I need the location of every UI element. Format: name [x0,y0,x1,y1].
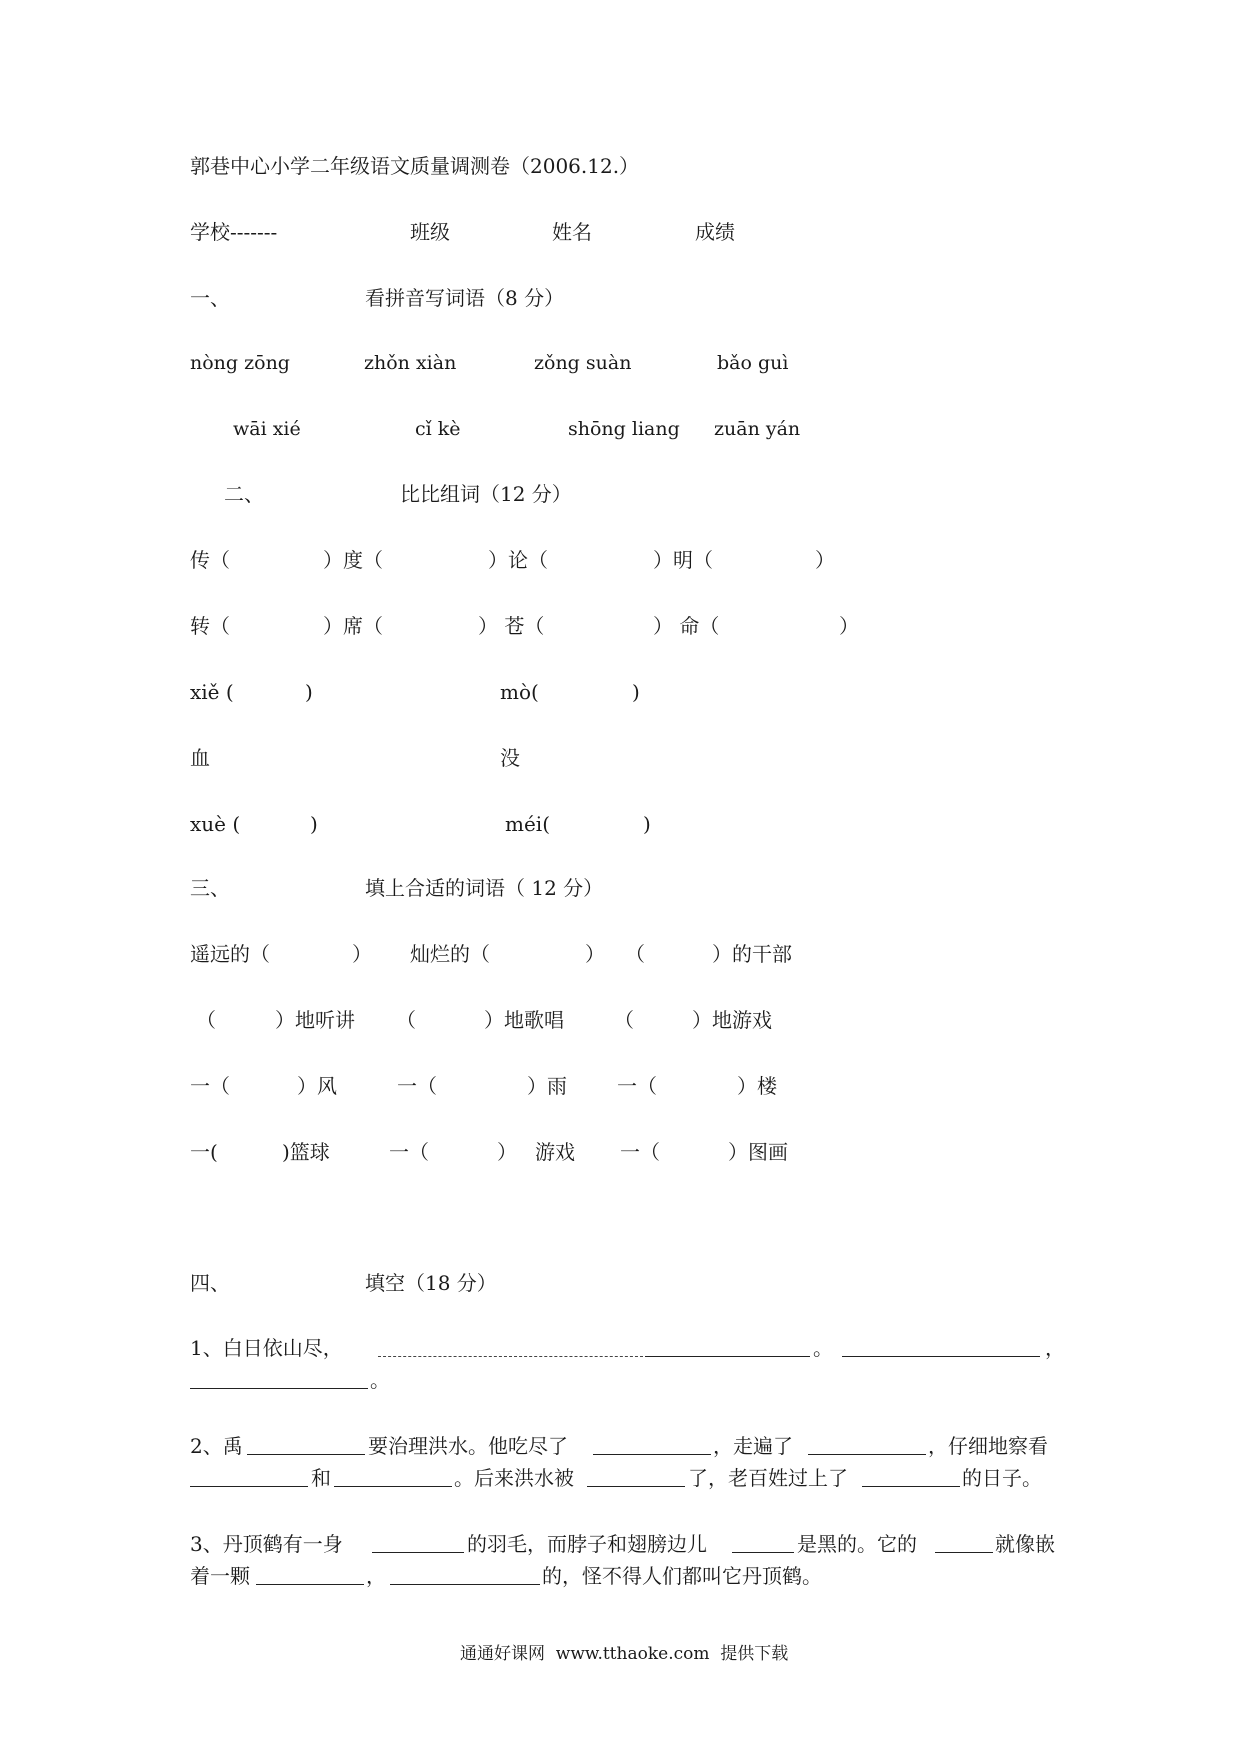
fill-item: 一（ [397,1074,437,1098]
q3-text: 就像嵌 [995,1532,1055,1556]
char-xue: 血 [190,746,210,770]
q2-text: ，仔细地察看 [928,1434,1048,1458]
fill-item: ）地听讲 [275,1008,355,1032]
section2-title: 比比组词（12 分） [400,482,572,506]
fill-item: 一( [190,1140,218,1164]
q2-text: 要治理洪水。他吃尽了 [368,1434,568,1458]
q2-text: 的日子。 [962,1466,1042,1490]
fill-item: ）的干部 [712,942,792,966]
fill-item: ）风 [297,1074,337,1098]
q1-punct: 。 [370,1368,390,1392]
section3-title: 填上合适的词语（ 12 分） [365,876,604,900]
fill-item: ）地歌唱 [484,1008,564,1032]
word-group-item: ） [839,614,859,638]
paren-close: ) [632,680,640,704]
q2-text: 和 [311,1466,331,1490]
fill-item: 一（ [190,1074,230,1098]
q3-text: 的，怪不得人们都叫它丹顶鹤。 [542,1564,822,1588]
answer-blank [842,1338,1040,1357]
fill-item: （ [196,1008,216,1032]
answer-blank [593,1436,711,1455]
fill-item: 一（ [617,1074,657,1098]
section1-number: 一、 [190,286,230,310]
pinyin-mei: méi( [505,812,550,836]
q2-text: 了，老百姓过上了 [688,1466,848,1490]
answer-blank [190,1468,308,1487]
answer-blank [372,1534,464,1553]
fill-item: ） [352,942,372,966]
q2-text: 2、禹 [190,1434,243,1458]
q1-text: 1、白日依山尽， [190,1336,343,1360]
word-group-item: ）度（ [323,548,383,572]
q1-punct: 。 [813,1336,833,1360]
answer-blank [587,1468,685,1487]
word-group-item: 转（ [190,614,230,638]
word-group-item: 传（ [190,548,230,572]
fill-item: 一（ [620,1140,660,1164]
fill-item: 一（ [389,1140,429,1164]
pinyin-item: zuān yán [714,418,801,440]
section1-title: 看拼音写词语（8 分） [365,286,565,310]
pinyin-item: zhǒn xiàn [364,352,457,374]
word-group-item: ） [815,548,835,572]
pinyin-xue: xuè ( [190,812,241,836]
answer-blank [247,1436,365,1455]
q2-text: 。后来洪水被 [454,1466,574,1490]
fill-item: )篮球 [282,1140,330,1164]
answer-blank [256,1566,364,1585]
fill-item: 灿烂的（ [410,942,490,966]
answer-blank [808,1436,926,1455]
fill-item: （ [614,1008,634,1032]
paren-close: ) [643,812,651,836]
pinyin-item: wāi xié [233,418,301,440]
fill-item: ） [497,1140,517,1164]
answer-blank [862,1468,960,1487]
answer-blank [334,1468,452,1487]
school-field: 学校------- [190,220,278,244]
pinyin-mo: mò( [500,680,539,704]
word-group-item: ）席（ [323,614,383,638]
answer-blank [935,1534,993,1553]
paren-close: ) [305,680,313,704]
fill-item: 遥远的（ [190,942,270,966]
pinyin-item: nòng zōng [190,352,290,374]
pinyin-item: shōng liang [568,418,680,440]
footer-text: 通通好课网 www.tthaoke.com 提供下载 [460,1644,789,1664]
word-group-item: ） 苍（ [478,614,545,638]
answer-blank [190,1370,368,1389]
answer-blank [378,1338,643,1357]
fill-item: ） [585,942,605,966]
answer-blank [732,1534,794,1553]
q3-text: 3、丹顶鹤有一身 [190,1532,343,1556]
fill-item: （ [625,942,645,966]
q3-text: 着一颗 [190,1564,250,1588]
word-group-item: ） 命（ [653,614,720,638]
page-title: 郭巷中心小学二年级语文质量调测卷（2006.12.） [190,154,640,178]
answer-blank [645,1338,810,1357]
fill-item: （ [396,1008,416,1032]
pinyin-item: bǎo guì [717,352,789,374]
score-label: 成绩 [695,220,735,244]
fill-item: ）雨 [527,1074,567,1098]
word-group-item: ）论（ [488,548,548,572]
section3-number: 三、 [190,876,230,900]
word-group-item: ）明（ [653,548,713,572]
q2-text: ，走遍了 [713,1434,793,1458]
section4-title: 填空（18 分） [365,1271,497,1295]
char-mei: 没 [500,746,520,770]
pinyin-xie: xiě ( [190,680,234,704]
q3-text: 是黑的。它的 [797,1532,917,1556]
paren-close: ) [310,812,318,836]
section4-number: 四、 [190,1271,230,1295]
class-label: 班级 [410,220,450,244]
answer-blank [390,1566,540,1585]
section2-number: 二、 [224,482,264,506]
fill-item: ）地游戏 [692,1008,772,1032]
pinyin-item: cǐ kè [415,418,461,440]
name-label: 姓名 [552,220,592,244]
q1-punct: ， [1045,1336,1065,1360]
q3-text: ， [366,1564,386,1588]
fill-item: ）图画 [728,1140,788,1164]
pinyin-item: zǒng suàn [534,352,632,374]
fill-item: 游戏 [535,1140,575,1164]
fill-item: ）楼 [737,1074,777,1098]
q3-text: 的羽毛，而脖子和翅膀边儿 [467,1532,707,1556]
